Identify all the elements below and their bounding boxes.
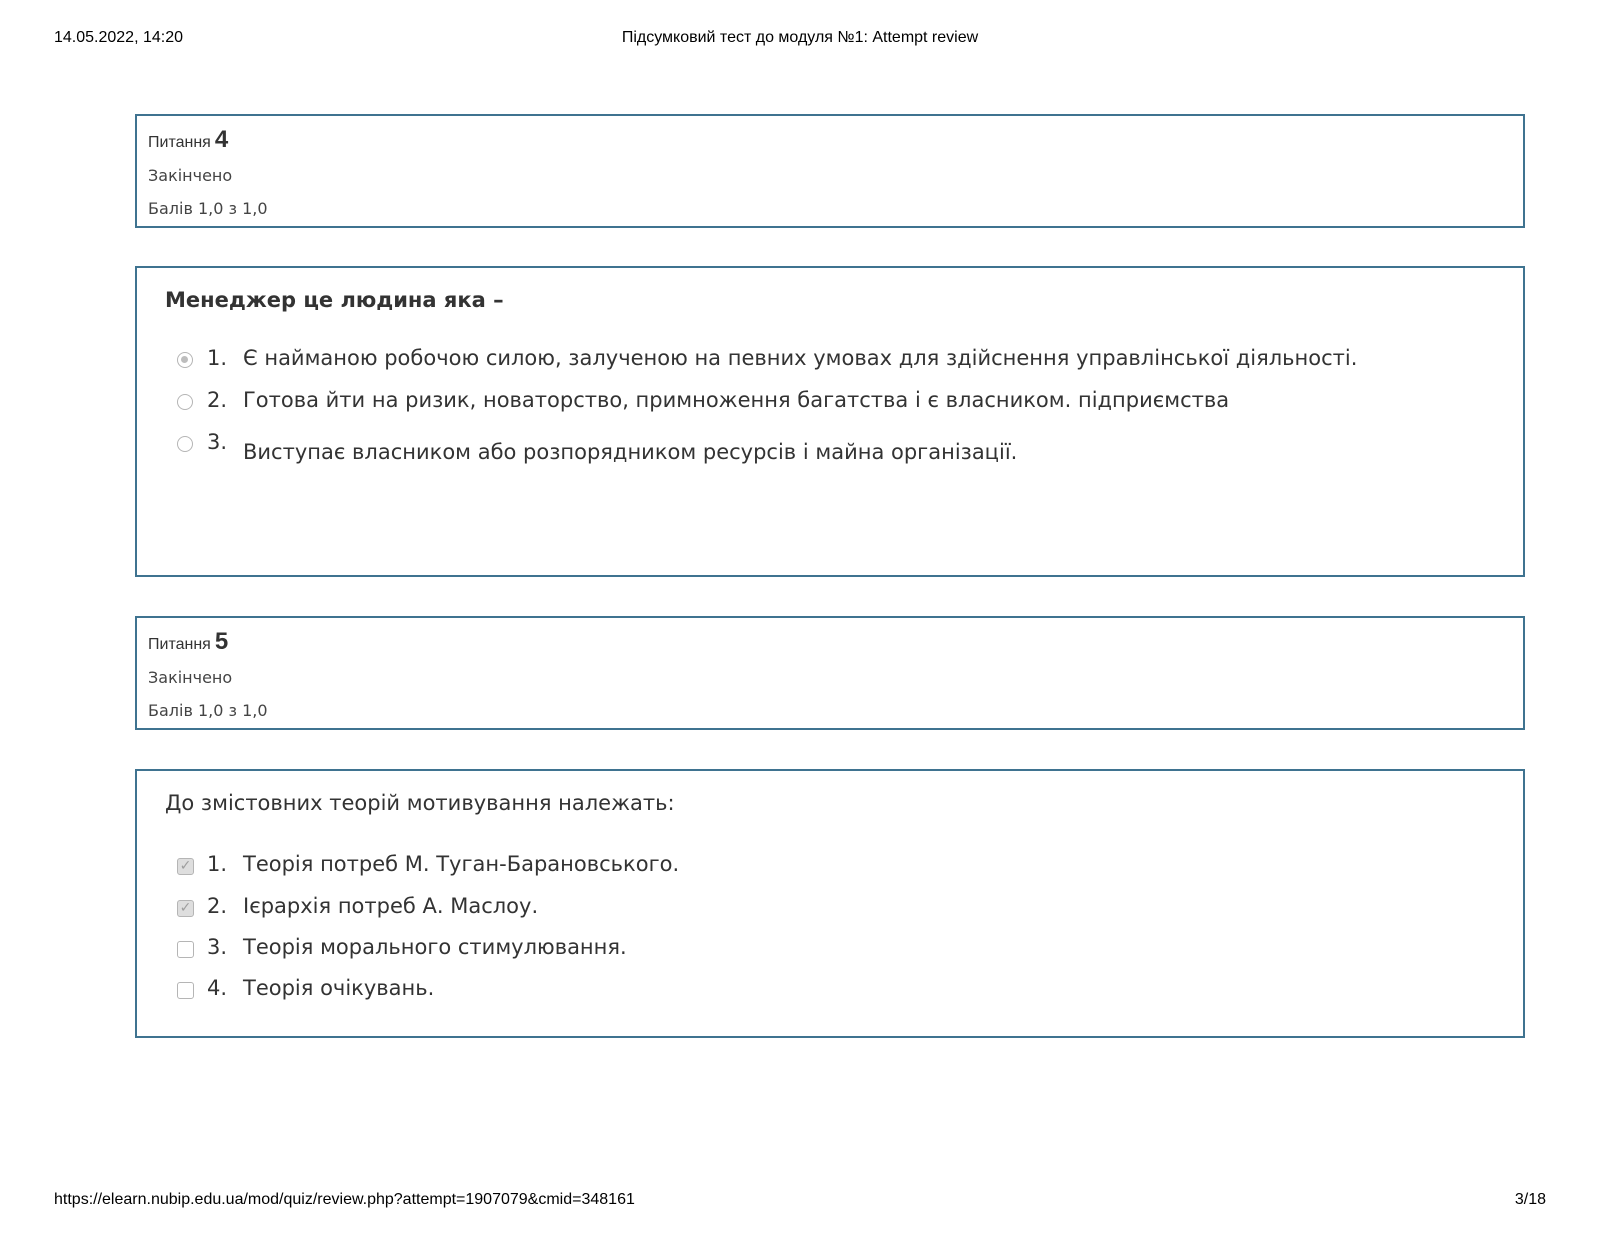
answer-text: Теорія потреб М. Туган-Барановського. bbox=[243, 852, 680, 876]
radio-button[interactable] bbox=[177, 394, 193, 410]
answer-option[interactable] bbox=[177, 894, 1477, 924]
question-grade: Балів 1,0 з 1,0 bbox=[148, 701, 268, 720]
answer-option[interactable] bbox=[177, 346, 1477, 376]
answer-text: Ієрархія потреб А. Маслоу. bbox=[243, 894, 539, 918]
answer-text: Є найманою робочою силою, залученою на певних умовах для здійснення управлінської діяльності. bbox=[243, 346, 1358, 370]
answer-option[interactable] bbox=[177, 976, 1477, 1006]
answer-number: 3. bbox=[207, 430, 228, 454]
print-url[interactable]: https://elearn.nubip.edu.ua/mod/quiz/review.php?attempt=1907079&cmid=348161 bbox=[54, 1191, 635, 1208]
answer-number: 3. bbox=[207, 935, 228, 959]
question-number-value: 4 bbox=[214, 126, 229, 153]
answer-text: Теорія морального стимулювання. bbox=[243, 935, 627, 959]
print-datetime: 14.05.2022, 14:20 bbox=[54, 29, 184, 46]
question-state: Закінчено bbox=[148, 166, 233, 185]
answer-text: Теорія очікувань. bbox=[243, 976, 435, 1000]
question-label: Питання bbox=[148, 636, 211, 653]
print-header bbox=[0, 29, 1600, 49]
checkbox[interactable] bbox=[177, 982, 194, 999]
question-text: Менеджер це людина яка – bbox=[165, 288, 504, 312]
print-title: Підсумковий тест до модуля №1: Attempt review bbox=[621, 29, 979, 46]
radio-button[interactable] bbox=[177, 436, 193, 452]
checkbox[interactable] bbox=[177, 941, 194, 958]
answer-number: 1. bbox=[207, 852, 228, 876]
answer-option[interactable] bbox=[177, 388, 1477, 418]
question-5-info bbox=[135, 616, 1525, 730]
checkbox[interactable]: ✓ bbox=[177, 858, 194, 875]
print-footer bbox=[0, 1191, 1600, 1211]
answer-option[interactable] bbox=[177, 430, 1477, 464]
answer-number: 1. bbox=[207, 346, 228, 370]
question-grade: Балів 1,0 з 1,0 bbox=[148, 199, 268, 218]
checkbox[interactable]: ✓ bbox=[177, 900, 194, 917]
print-page-number: 3/18 bbox=[1514, 1191, 1546, 1208]
answer-number: 4. bbox=[207, 976, 228, 1000]
question-5-content bbox=[135, 769, 1525, 1038]
answer-text: Виступає власником або розпорядником ресурсів і майна організації. bbox=[243, 440, 1018, 464]
question-state: Закінчено bbox=[148, 668, 233, 687]
question-text: До змістовних теорій мотивування належать: bbox=[165, 791, 675, 815]
question-number bbox=[148, 628, 228, 656]
answer-option[interactable] bbox=[177, 935, 1477, 965]
answer-number: 2. bbox=[207, 894, 228, 918]
question-number-value: 5 bbox=[214, 628, 229, 655]
answer-text: Готова йти на ризик, новаторство, примноження багатства і є власником. підприємства bbox=[243, 388, 1230, 412]
radio-button[interactable] bbox=[177, 352, 193, 368]
question-number bbox=[148, 126, 228, 154]
question-4-content bbox=[135, 266, 1525, 577]
question-4-info bbox=[135, 114, 1525, 228]
question-label: Питання bbox=[148, 134, 211, 151]
answer-option[interactable] bbox=[177, 852, 1477, 882]
answer-number: 2. bbox=[207, 388, 228, 412]
